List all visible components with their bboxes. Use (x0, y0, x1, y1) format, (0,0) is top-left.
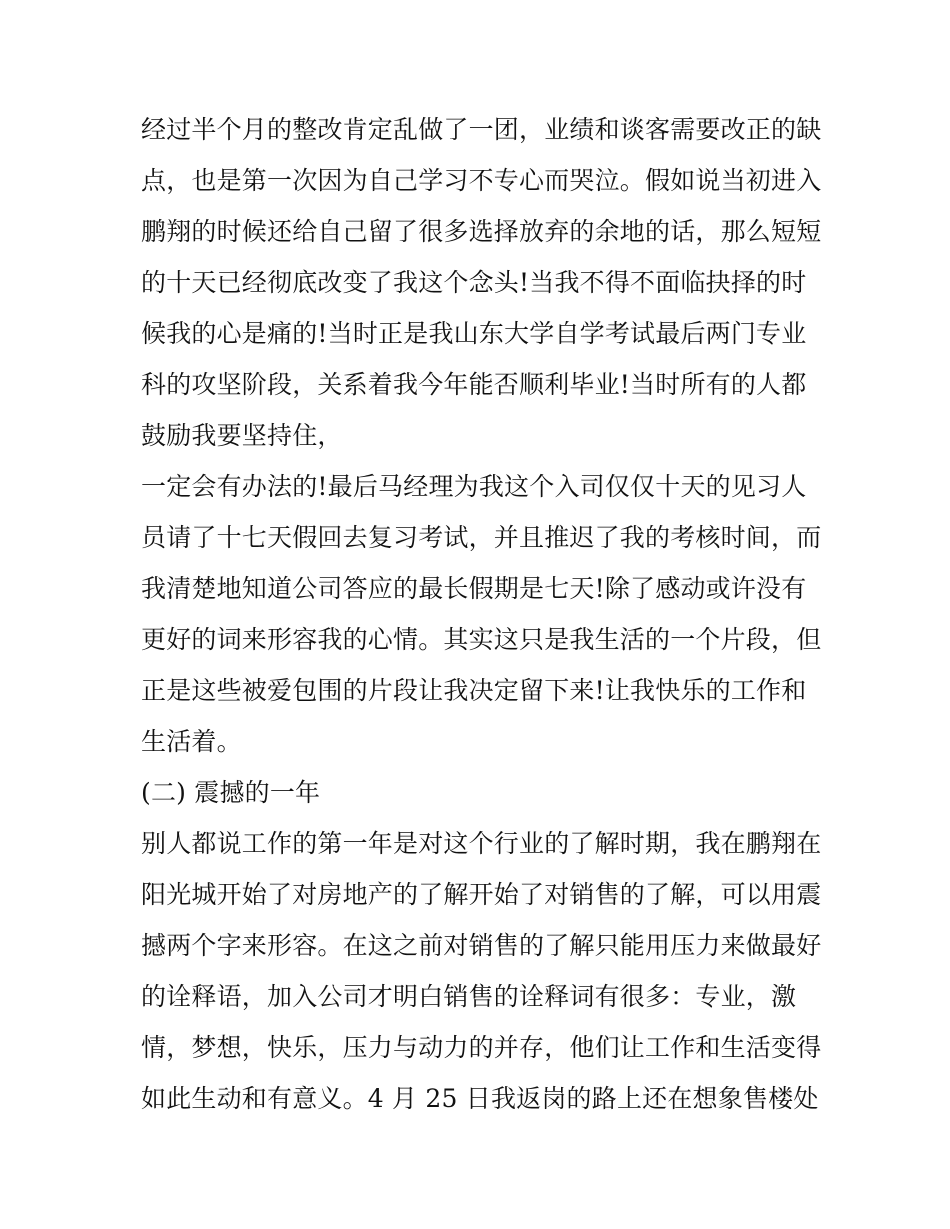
text-line-3: 鹏翔的时候还给自己留了很多选择放弃的余地的话，那么短短 (141, 217, 822, 246)
text-line-5: 候我的心是痛的!当时正是我山东大学自学考试最后两门专业 (141, 319, 807, 348)
text-line-1: 经过半个月的整改肯定乱做了一团，业绩和谈客需要改正的缺 (141, 115, 822, 144)
text-line-4: 的十天已经彻底改变了我这个念头!当我不得不面临抉择的时 (141, 268, 807, 297)
text-line-13: 生活着。 (141, 727, 242, 756)
text-line-16: 阳光城开始了对房地产的了解开始了对销售的了解，可以用震 (141, 880, 822, 909)
text-line-9: 员请了十七天假回去复习考试，并且推迟了我的考核时间，而 (141, 523, 822, 552)
text-line-12: 正是这些被爱包围的片段让我决定留下来!让我快乐的工作和 (141, 676, 807, 705)
text-line-7: 鼓励我要坚持住， (141, 421, 343, 450)
section-heading: (二) 震撼的一年 (141, 778, 321, 807)
text-line-10: 我清楚地知道公司答应的最长假期是七天!除了感动或许没有 (141, 574, 807, 603)
text-line-15: 别人都说工作的第一年是对这个行业的了解时期，我在鹏翔在 (141, 829, 822, 858)
text-line-20: 如此生动和有意义。4 月 25 日我返岗的路上还在想象售楼处 (141, 1084, 819, 1113)
text-line-17: 撼两个字来形容。在这之前对销售的了解只能用压力来做最好 (141, 931, 822, 960)
document-body (141, 104, 821, 1124)
text-line-2: 点，也是第一次因为自己学习不专心而哭泣。假如说当初进入 (141, 166, 822, 195)
text-line-8: 一定会有办法的!最后马经理为我这个入司仅仅十天的见习人 (141, 472, 807, 501)
text-line-11: 更好的词来形容我的心情。其实这只是我生活的一个片段，但 (141, 625, 822, 654)
text-line-18: 的诠释语，加入公司才明白销售的诠释词有很多：专业，激 (141, 982, 797, 1011)
text-line-6: 科的攻坚阶段，关系着我今年能否顺利毕业!当时所有的人都 (141, 370, 807, 399)
text-line-19: 情，梦想，快乐，压力与动力的并存，他们让工作和生活变得 (141, 1033, 822, 1062)
